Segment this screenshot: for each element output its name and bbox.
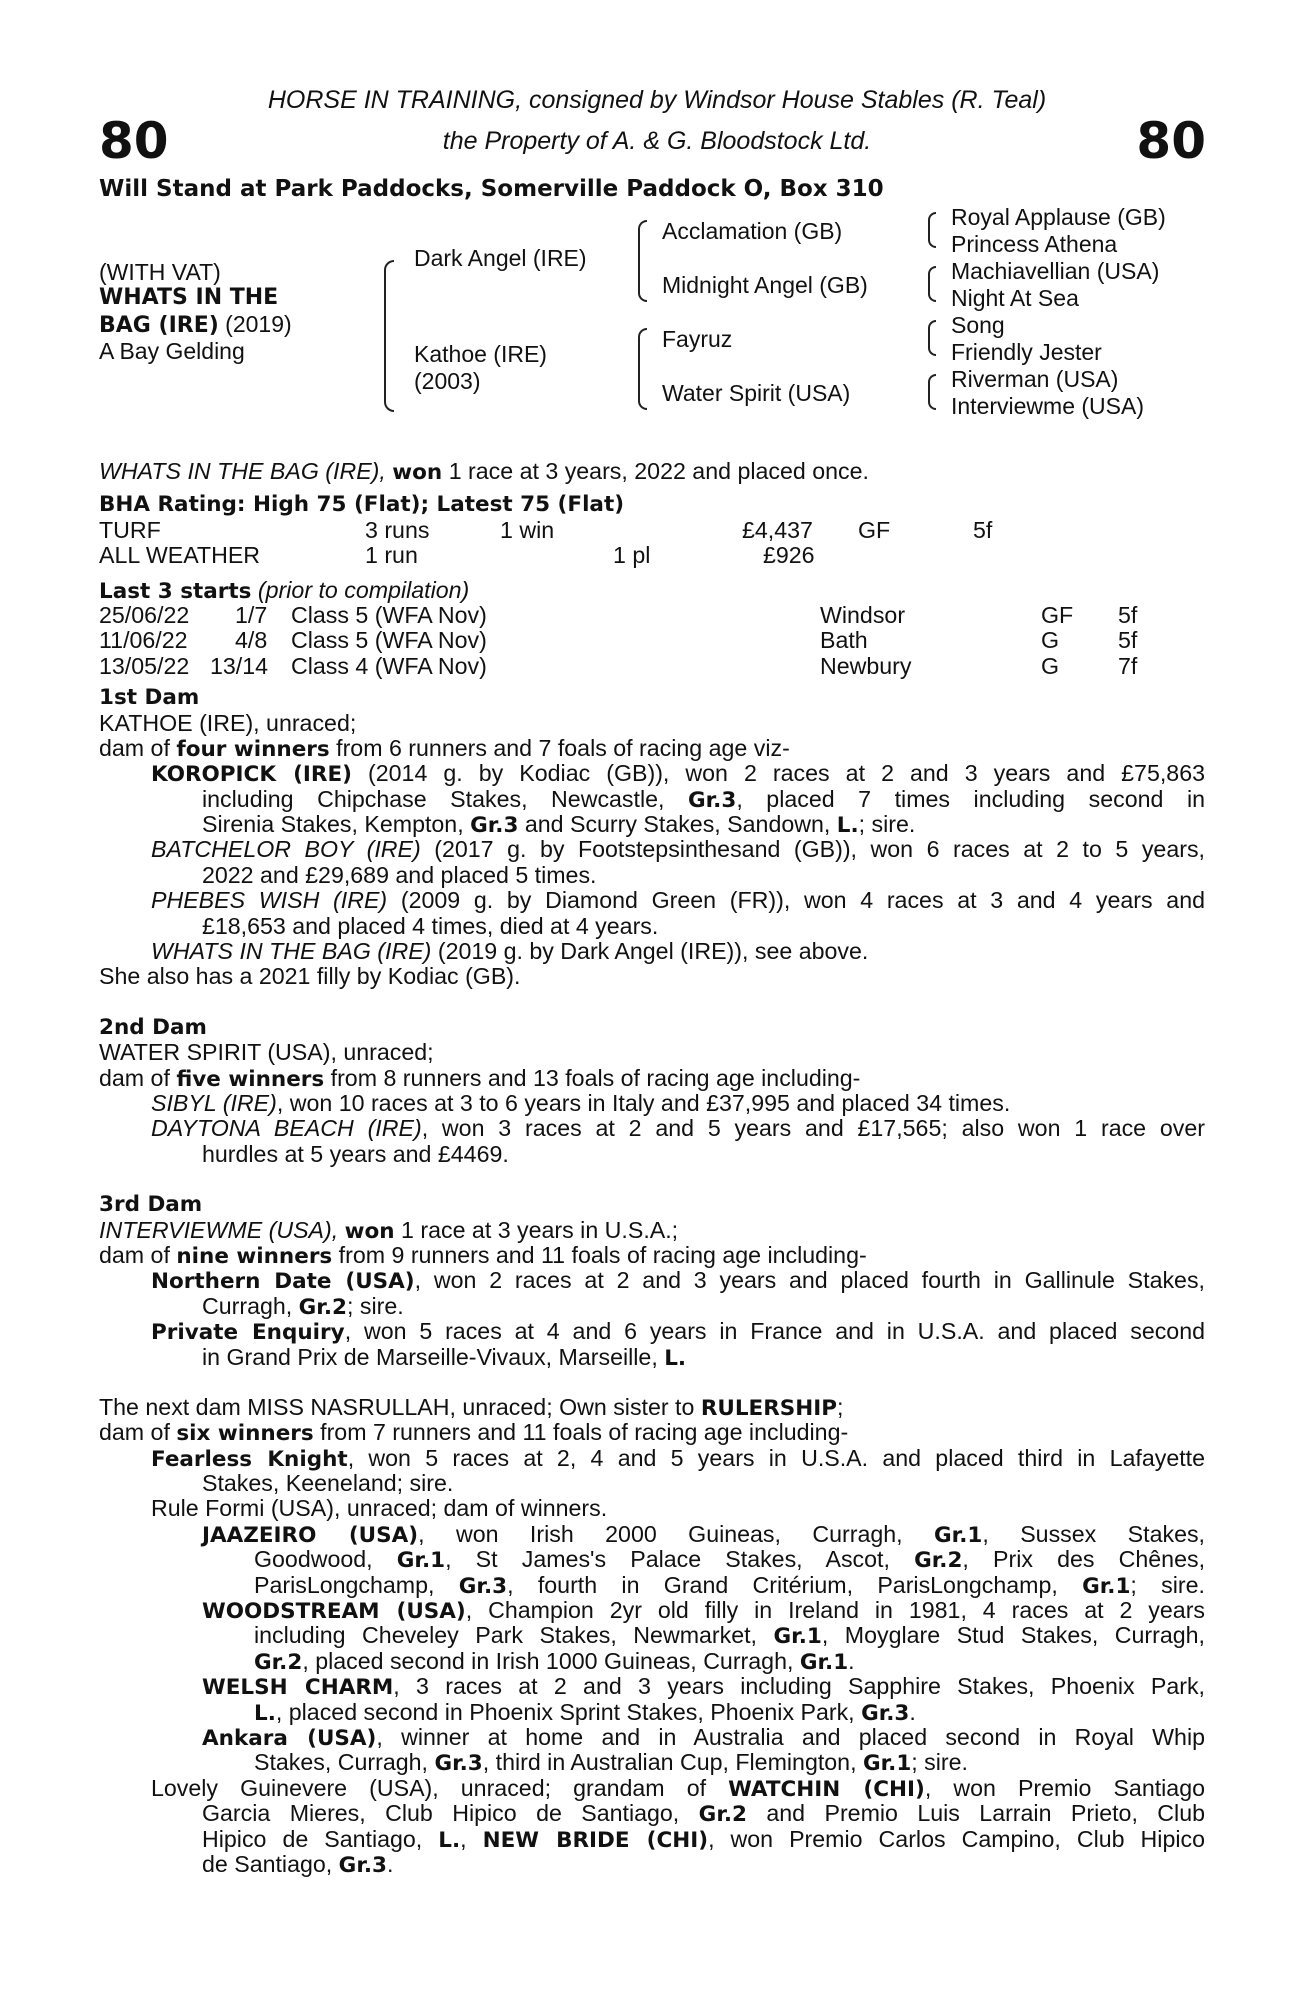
next-dam-name: The next dam MISS NASRULLAH, unraced; Own sister to RULERSHIP; xyxy=(99,1393,844,1421)
sire-sire-dam: Princess Athena xyxy=(951,231,1118,257)
second-dam-name: WATER SPIRIT (USA), unraced; xyxy=(99,1039,434,1066)
third-dam-produce: dam of nine winners from 9 runners and 11 foals of racing age including- xyxy=(99,1241,867,1269)
record-row-turf: TURF 3 runs 1 win £4,437 GF 5f xyxy=(99,516,993,543)
sire-dam: Midnight Angel (GB) xyxy=(662,272,868,298)
produce-batchelor-boy: BATCHELOR BOY (IRE) (2017 g. by Footstepsinthesand (GB)), won 6 races at 2 to 5 years, xyxy=(151,836,1205,863)
produce-daytona-beach: DAYTONA BEACH (IRE), won 3 races at 2 and 5 years and £17,565; also won 1 race over xyxy=(151,1115,1205,1142)
produce-batchelor-boy-cont: 2022 and £29,689 and placed 5 times. xyxy=(202,861,597,888)
produce-ankara: Ankara (USA), winner at home and in Australia and placed second in Royal Whip xyxy=(202,1723,1205,1751)
consignor-line: HORSE IN TRAINING, consigned by Windsor House Stables (R. Teal) xyxy=(267,86,1047,114)
produce-welsh-charm-cont: L., placed second in Phoenix Sprint Stakes, Phoenix Park, Gr.3. xyxy=(254,1698,916,1726)
catalogue-body xyxy=(99,459,1205,1877)
produce-lovely-guinevere-cont: Garcia Mieres, Club Hipico de Santiago, Gr.2 and Premio Luis Larrain Prieto, Club xyxy=(202,1800,1205,1828)
lot-number-right: 80 xyxy=(1136,112,1206,170)
produce-whats-in-the-bag: WHATS IN THE BAG (IRE) (2019 g. by Dark Angel (IRE)), see above. xyxy=(151,938,869,965)
third-dam-heading: 3rd Dam xyxy=(99,1192,203,1218)
property-line: the Property of A. & G. Bloodstock Ltd. xyxy=(442,127,872,155)
sire-name: Dark Angel (IRE) xyxy=(414,245,587,271)
horse-name-line1: WHATS IN THE xyxy=(99,285,279,310)
bha-rating: BHA Rating: High 75 (Flat); Latest 75 (Flat) xyxy=(99,492,625,518)
start-row: 25/06/22 1/7 Class 5 (WFA Nov) Windsor GF 5f xyxy=(99,601,1138,628)
vat-label: (WITH VAT) xyxy=(99,259,221,285)
dam-year: (2003) xyxy=(414,368,481,394)
third-dam-name: INTERVIEWME (USA), won 1 race at 3 years in U.S.A.; xyxy=(99,1216,679,1244)
produce-jaazeiro-cont: Goodwood, Gr.1, St James's Palace Stakes, Ascot, Gr.2, Prix des Chênes, xyxy=(254,1546,1206,1574)
brace-gen3-1 xyxy=(928,212,936,248)
dam-dam: Water Spirit (USA) xyxy=(662,380,851,406)
produce-fearless-knight-cont: Stakes, Keeneland; sire. xyxy=(202,1470,454,1497)
record-row-all-weather: ALL WEATHER 1 run 1 pl £926 xyxy=(99,542,815,569)
brace-gen1 xyxy=(384,260,394,412)
produce-ankara-cont: Stakes, Curragh, Gr.3, third in Australian Cup, Flemington, Gr.1; sire. xyxy=(254,1749,968,1777)
produce-phebes-wish-cont: £18,653 and placed 4 times, died at 4 years. xyxy=(202,912,659,939)
next-dam-produce: dam of six winners from 7 runners and 11 foals of racing age including- xyxy=(99,1419,849,1447)
produce-jaazeiro: JAAZEIRO (USA), won Irish 2000 Guineas, Curragh, Gr.1, Sussex Stakes, xyxy=(202,1520,1206,1548)
brace-gen3-3 xyxy=(928,320,936,356)
produce-northern-date-cont: Curragh, Gr.2; sire. xyxy=(202,1292,404,1320)
produce-rule-formi: Rule Formi (USA), unraced; dam of winners. xyxy=(151,1495,608,1522)
second-dam-heading: 2nd Dam xyxy=(99,1014,207,1040)
produce-lovely-guinevere-cont: de Santiago, Gr.3. xyxy=(202,1850,394,1878)
dam-name: Kathoe (IRE) xyxy=(414,341,547,367)
first-dam-heading: 1st Dam xyxy=(99,685,200,711)
produce-phebes-wish: PHEBES WISH (IRE) (2009 g. by Diamond Green (FR)), won 4 races at 3 and 4 years and xyxy=(151,887,1205,914)
horse-year: (2019) xyxy=(218,311,292,337)
horse-name-line2 xyxy=(99,311,292,338)
produce-koropick-cont: including Chipchase Stakes, Newcastle, Gr.3, placed 7 times including second in xyxy=(202,785,1205,813)
produce-woodstream-cont: including Cheveley Park Stakes, Newmarket, Gr.1, Moyglare Stud Stakes, Curragh, xyxy=(254,1622,1205,1650)
dam-sire-dam: Friendly Jester xyxy=(951,339,1102,365)
produce-lovely-guinevere-cont: Hipico de Santiago, L., NEW BRIDE (CHI), won Premio Carlos Campino, Club Hipico xyxy=(202,1825,1205,1853)
produce-private-enquiry-cont: in Grand Prix de Marseille-Vivaux, Marseille, L. xyxy=(202,1343,687,1371)
produce-sibyl: SIBYL (IRE), won 10 races at 3 to 6 years in Italy and £37,995 and placed 34 times. xyxy=(151,1089,1011,1116)
race-summary: WHATS IN THE BAG (IRE), won 1 race at 3 years, 2022 and placed once. xyxy=(99,458,869,485)
first-dam-note: She also has a 2021 filly by Kodiac (GB). xyxy=(99,963,521,990)
last-starts-heading: Last 3 starts (prior to compilation) xyxy=(99,576,470,604)
produce-northern-date: Northern Date (USA), won 2 races at 2 and 3 years and placed fourth in Gallinule Stakes, xyxy=(151,1267,1205,1295)
lot-number-left: 80 xyxy=(99,112,169,170)
produce-woodstream-cont: Gr.2, placed second in Irish 1000 Guineas, Curragh, Gr.1. xyxy=(254,1647,855,1675)
dam-sire-sire: Song xyxy=(951,312,1005,338)
start-row: 11/06/22 4/8 Class 5 (WFA Nov) Bath G 5f xyxy=(99,627,1138,654)
produce-lovely-guinevere: Lovely Guinevere (USA), unraced; grandam of WATCHIN (CHI), won Premio Santiago xyxy=(151,1774,1205,1802)
sire-dam-dam: Night At Sea xyxy=(951,285,1079,311)
brace-gen2-dam xyxy=(638,328,647,410)
first-dam-name: KATHOE (IRE), unraced; xyxy=(99,709,357,736)
start-row: 13/05/22 13/14 Class 4 (WFA Nov) Newbury G 7f xyxy=(99,652,1138,679)
first-dam-produce: dam of four winners from 6 runners and 7 foals of racing age viz- xyxy=(99,734,790,762)
produce-daytona-beach-cont: hurdles at 5 years and £4469. xyxy=(202,1140,509,1167)
produce-fearless-knight: Fearless Knight, won 5 races at 2, 4 and 5 years in U.S.A. and placed third in Lafayette xyxy=(151,1444,1205,1472)
sire-dam-sire: Machiavellian (USA) xyxy=(951,258,1160,284)
produce-jaazeiro-cont: ParisLongchamp, Gr.3, fourth in Grand Critérium, ParisLongchamp, Gr.1; sire. xyxy=(254,1571,1205,1599)
produce-welsh-charm: WELSH CHARM, 3 races at 2 and 3 years including Sapphire Stakes, Phoenix Park, xyxy=(202,1673,1206,1701)
horse-description: A Bay Gelding xyxy=(99,338,245,364)
brace-gen3-2 xyxy=(928,266,936,302)
second-dam-produce: dam of five winners from 8 runners and 13 foals of racing age including- xyxy=(99,1064,861,1092)
sire-sire-sire: Royal Applause (GB) xyxy=(951,204,1166,230)
dam-sire: Fayruz xyxy=(662,326,733,352)
produce-woodstream: WOODSTREAM (USA), Champion 2yr old filly in Ireland in 1981, 4 races at 2 years xyxy=(202,1597,1206,1625)
stable-location: Will Stand at Park Paddocks, Somerville Paddock O, Box 310 xyxy=(99,176,884,202)
produce-private-enquiry: Private Enquiry, won 5 races at 4 and 6 years in France and in U.S.A. and placed second xyxy=(151,1318,1205,1346)
brace-gen3-4 xyxy=(928,374,936,410)
dam-dam-dam: Interviewme (USA) xyxy=(951,393,1144,419)
horse-name-bag: BAG (IRE) xyxy=(99,313,219,338)
dam-dam-sire: Riverman (USA) xyxy=(951,366,1119,392)
sire-sire: Acclamation (GB) xyxy=(662,218,843,244)
brace-gen2-sire xyxy=(638,220,647,302)
produce-koropick: KOROPICK (IRE) (2014 g. by Kodiac (GB)), won 2 races at 2 and 3 years and £75,863 xyxy=(151,760,1205,788)
produce-koropick-cont: Sirenia Stakes, Kempton, Gr.3 and Scurry Stakes, Sandown, L.; sire. xyxy=(202,811,916,839)
